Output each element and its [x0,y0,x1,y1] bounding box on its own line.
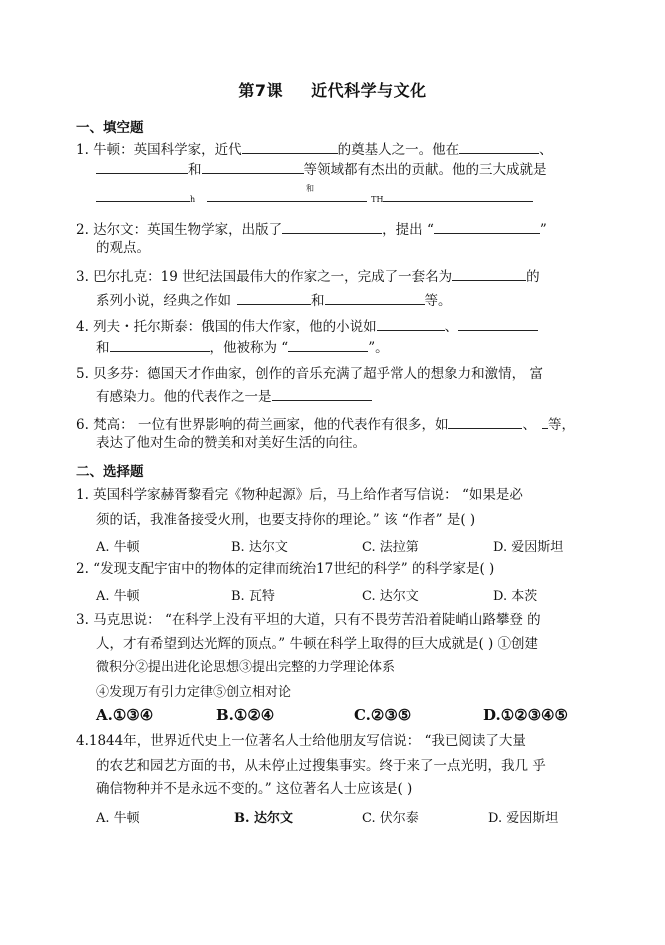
blank[interactable] [282,219,382,234]
c3-line4: ④发现万有引力定律⑤创立相对论 [96,685,292,700]
c4-option-c[interactable]: C. 伏尔泰 [362,811,419,826]
blank[interactable] [96,192,190,202]
c2-option-d[interactable]: D. 本茨 [493,589,538,604]
q1-line1: 1. 牛顿：英国科学家，近代 的奠基人之一。他在 、 [76,139,553,159]
c3-line2: 人，才有希望到达光辉的顶点。” 牛顿在科学上取得的巨大成就是( ) ①创建 [96,636,539,652]
blank[interactable] [434,219,540,234]
q3-line2: 系列小说，经典之作如 和 等。 [96,290,452,310]
lesson-number: 第7课 [238,81,284,100]
c2-option-b[interactable]: B. 瓦特 [231,589,275,604]
lesson-name: 近代科学与文化 [311,81,427,100]
blank[interactable] [288,337,368,352]
c3-option-a[interactable]: A.①③④ [96,706,154,724]
c4-option-b[interactable]: B. 达尔文 [234,811,294,826]
q6-line1: 6. 梵高： 一位有世界影响的荷兰画家，他的代表作有很多，如 、 等， [76,414,575,434]
blank[interactable] [110,337,210,352]
q4-line1: 4. 列夫・托尔斯泰：俄国的伟大作家，他的小说如 、 [76,316,538,336]
q6-line2: 表达了他对生命的赞美和对美好生活的向往。 [96,435,366,451]
section-choice-heading: 二、选择题 [76,464,144,480]
section-fill-blank-heading: 一、填空题 [76,120,144,136]
blank[interactable] [237,290,311,305]
c4-line2: 的农艺和园艺方面的书，从未停止过搜集事实。终于来了一点光明，我几 乎 [96,758,546,774]
blank[interactable] [242,139,338,154]
c3-option-b[interactable]: B.①②④ [216,706,275,724]
c1-option-a[interactable]: A. 牛顿 [96,540,140,555]
c2-line1: 2. “发现支配宇宙中的物体的定律而统治17世纪的科学” 的科学家是( ) [76,561,495,577]
blank[interactable] [458,316,538,331]
q1-small-he: 和 [306,184,314,193]
blank[interactable] [207,192,367,202]
c1-option-b[interactable]: B. 达尔文 [231,540,288,555]
q2-line2: 的观点。 [96,240,150,256]
c1-line1: 1. 英国科学家赫胥黎看完《物种起源》后，马上给作者写信说： “如果是必 [76,487,523,503]
blank[interactable] [383,192,533,202]
q1-line2: 和 等领域都有杰出的贡献。他的三大成就是 [96,159,547,179]
c4-line1: 4.1844年，世界近代史上一位著名人士给他朋友写信说： “我已阅读了大量 [76,733,526,749]
blank[interactable] [272,386,372,401]
blank[interactable] [459,139,539,154]
blank[interactable] [325,290,425,305]
blank[interactable] [96,159,188,174]
c1-option-c[interactable]: C. 法拉第 [362,540,419,555]
c3-line1: 3. 马克思说： “在科学上没有平坦的大道，只有不畏劳苦沿着陡峭山路攀登 的 [76,612,541,628]
blank[interactable] [448,414,522,429]
blank[interactable] [452,266,526,281]
q4-line2: 和 ，他被称为 “ ”。 [96,337,389,357]
c2-option-c[interactable]: C. 达尔文 [362,589,419,604]
q5-line1: 5. 贝多芬：德国天才作曲家，创作的音乐充满了超乎常人的想象力和激情， 富 [76,366,543,382]
q3-line1: 3. 巴尔扎克：19 世纪法国最伟大的作家之一，完成了一套名为 的 [76,266,540,286]
q1-line3: h TH [96,191,533,209]
c4-option-a[interactable]: A. 牛顿 [96,811,140,826]
blank[interactable] [202,159,304,174]
blank[interactable] [377,316,445,331]
c2-option-a[interactable]: A. 牛顿 [96,589,140,604]
c1-line2: 须的话，我准备接受火刑，也要支持你的理论。” 该 “作者” 是( ) [96,512,476,528]
c1-option-d[interactable]: D. 爱因斯坦 [493,540,564,555]
q5-line2: 有感染力。他的代表作之一是 [96,386,372,406]
c3-line3: 微积分②提出进化论思想③提出完整的力学理论体系 [96,660,396,675]
c3-option-d[interactable]: D.①②③④⑤ [483,706,568,724]
c4-line3: 确信物种并不是永远不变的。” 这位著名人士应该是( ) [96,781,413,797]
page-title [0,78,665,101]
c4-option-d[interactable]: D. 爱因斯坦 [488,811,559,826]
c3-option-c[interactable]: C.②③⑤ [354,706,412,724]
q2-line1: 2. 达尔文：英国生物学家，出版了 ，提出 “ ” [76,219,547,239]
